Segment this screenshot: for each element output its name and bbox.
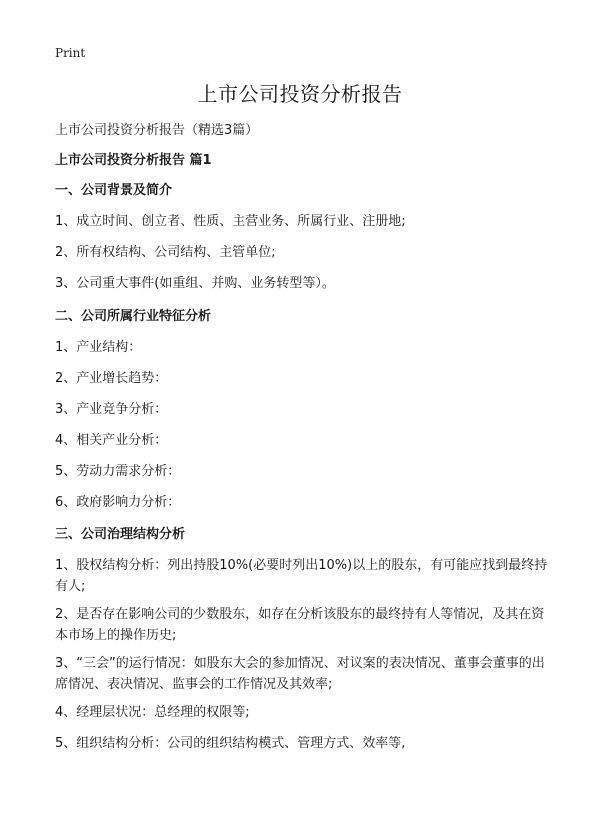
section-heading: 三、公司治理结构分析: [55, 527, 186, 542]
section-heading: 一、公司背景及简介: [55, 183, 173, 198]
list-item: 5、组织结构分析：公司的组织结构模式、管理方式、效率等,: [55, 736, 406, 751]
section-heading: 二、公司所属行业特征分析: [55, 309, 212, 324]
list-item: 3、“三会”的运行情况：如股东大会的参加情况、对议案的表决情况、董事会董事的出席情况、表决情况、监事会的工作情况及其效率;: [55, 656, 545, 692]
list-item: 1、股权结构分析：列出持股10%(必要时列出10%)以上的股东，有可能应找到最终持有人;: [55, 558, 548, 594]
print-link[interactable]: Print: [55, 46, 86, 60]
list-item: 5、劳动力需求分析：: [55, 464, 181, 479]
list-item: 4、经理层状况：总经理的权限等;: [55, 705, 250, 720]
list-item: 2、是否存在影响公司的少数股东，如存在分析该股东的最终持有人等情况，及其在资本市场上的操作历史;: [55, 607, 545, 643]
list-item: 2、所有权结构、公司结构、主管单位;: [55, 245, 276, 260]
list-item: 6、政府影响力分析：: [55, 495, 181, 510]
document-subtitle: 上市公司投资分析报告（精选3篇）: [55, 123, 259, 138]
document-title: 上市公司投资分析报告: [197, 82, 403, 106]
article-heading: 上市公司投资分析报告 篇1: [55, 153, 212, 168]
list-item: 3、产业竞争分析：: [55, 402, 168, 417]
list-item: 3、公司重大事件(如重组、并购、业务转型等）。: [55, 276, 335, 291]
list-item: 1、成立时间、创立者、性质、主营业务、所属行业、注册地;: [55, 214, 406, 229]
list-item: 4、相关产业分析：: [55, 433, 168, 448]
list-item: 1、产业结构：: [55, 340, 142, 355]
list-item: 2、产业增长趋势：: [55, 371, 168, 386]
